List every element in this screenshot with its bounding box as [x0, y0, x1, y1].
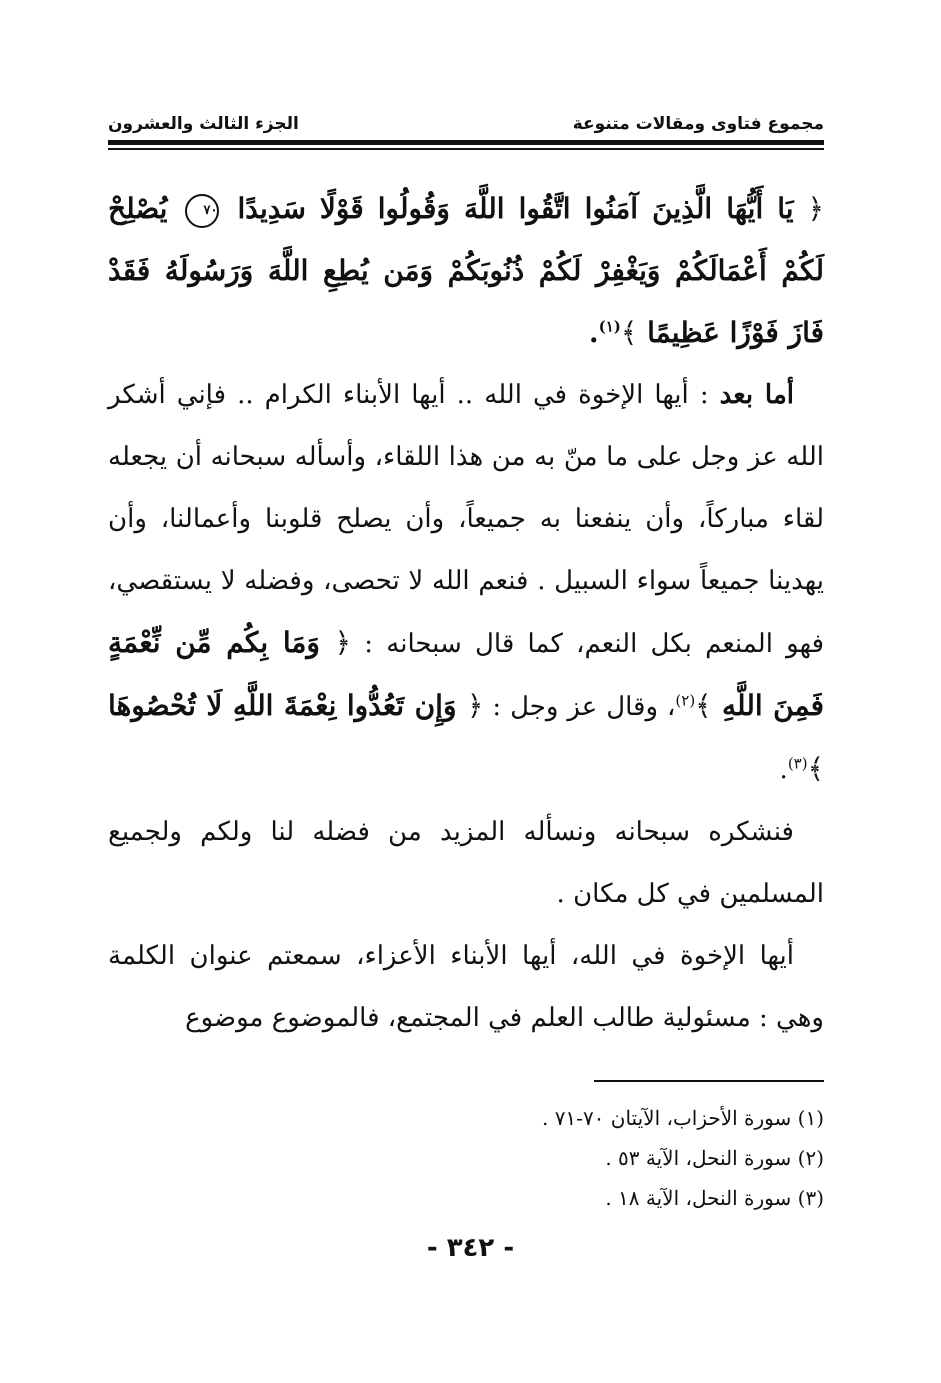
footnote-2: (٢) سورة النحل، الآية ٥٣ . — [605, 1146, 824, 1170]
header-volume-title: الجزء الثالث والعشرون — [108, 114, 299, 134]
verse-line-1: يَا أَيُّهَا الَّذِينَ آمَنُوا اتَّقُوا اللَّهَ وَقُولُوا قَوْلًا سَدِيدًا — [237, 192, 794, 225]
footnotes — [108, 1098, 824, 1218]
paragraph-topic: أيها الإخوة في الله، أيها الأبناء الأعزاء، سمعتم عنوان الكلمة وهي : مسئولية طالب العلم في المجتمع، فالموضوع موضوع — [108, 941, 824, 1033]
verse-3-close: ﴾ — [807, 752, 824, 785]
footnote-ref-1: (١) — [598, 317, 621, 336]
footnote-3: (٣) سورة النحل، الآية ١٨ . — [605, 1186, 824, 1210]
footnote-ref-3: (٣) — [787, 754, 808, 773]
ayah-number-mark: ٧٠ — [185, 194, 219, 228]
paragraph-intro-end-punct: . — [779, 755, 788, 785]
paragraph-intro-text: : أيها الإخوة في الله .. أيها الأبناء الكرام .. فإني أشكر الله عز وجل على ما منّ به من هذا اللقاء، وأسأله سبحانه أن يجعله لقاء مباركاً، وأن ينفعنا به جميعاً، وأن يصلح قلوبنا وأعمالنا، وأن يهدينا جميعاً سواء السبيل . فنعم الله لا تحصى، وفضله لا يستقصي، فهو المنعم بكل النعم، كما قال سبحانه : — [108, 380, 825, 659]
page-body — [108, 178, 824, 1049]
verse-3-open: ﴿ — [466, 689, 484, 722]
footnote-ref-2: (٢) — [675, 691, 696, 710]
footnote-separator — [594, 1080, 824, 1082]
paragraph-intro-text-b: ، وقال عز وجل : — [492, 692, 676, 722]
header-rule-thick — [108, 140, 824, 145]
verse-2-close: ﴾ — [695, 689, 712, 722]
verse-close-bracket: ﴾ — [620, 316, 638, 349]
verse-2-text: وَمَا بِكُم مِّن نِّعْمَةٍ فَمِنَ اللَّهِ — [108, 626, 824, 722]
header-book-title: مجموع فتاوى ومقالات متنوعة — [572, 114, 824, 134]
paragraph-gratitude: فنشكره سبحانه ونسأله المزيد من فضله لنا ولكم ولجميع المسلمين في كل مكان . — [108, 817, 824, 909]
verse-line-2: يُصْلِحْ لَكُمْ أَعْمَالَكُمْ وَيَغْفِرْ لَكُمْ ذُنُوبَكُمْ وَمَن يُطِعِ اللَّهَ وَرَسُولَهُ فَقَدْ فَازَ فَوْزًا عَظِيمًا — [108, 192, 824, 349]
footnote-1: (١) سورة الأحزاب، الآيتان ٧٠-٧١ . — [541, 1106, 824, 1130]
paragraph-lead: أما بعد — [719, 380, 795, 410]
verse-2-open: ﴿ — [334, 626, 352, 659]
header-rule-thin — [108, 148, 824, 150]
paragraph-intro — [108, 364, 824, 801]
page-number: - ٣٤٢ - — [426, 1233, 515, 1263]
header-double-rule — [108, 140, 824, 154]
verse-3-text: وَإِن تَعُدُّوا نِعْمَةَ اللَّهِ لَا تُحْصُوهَا — [108, 689, 457, 722]
verse-end-punct: . — [588, 316, 599, 349]
running-header — [108, 100, 824, 134]
verse-open-bracket: ﴿ — [807, 192, 825, 225]
quran-verse-block — [108, 178, 824, 364]
